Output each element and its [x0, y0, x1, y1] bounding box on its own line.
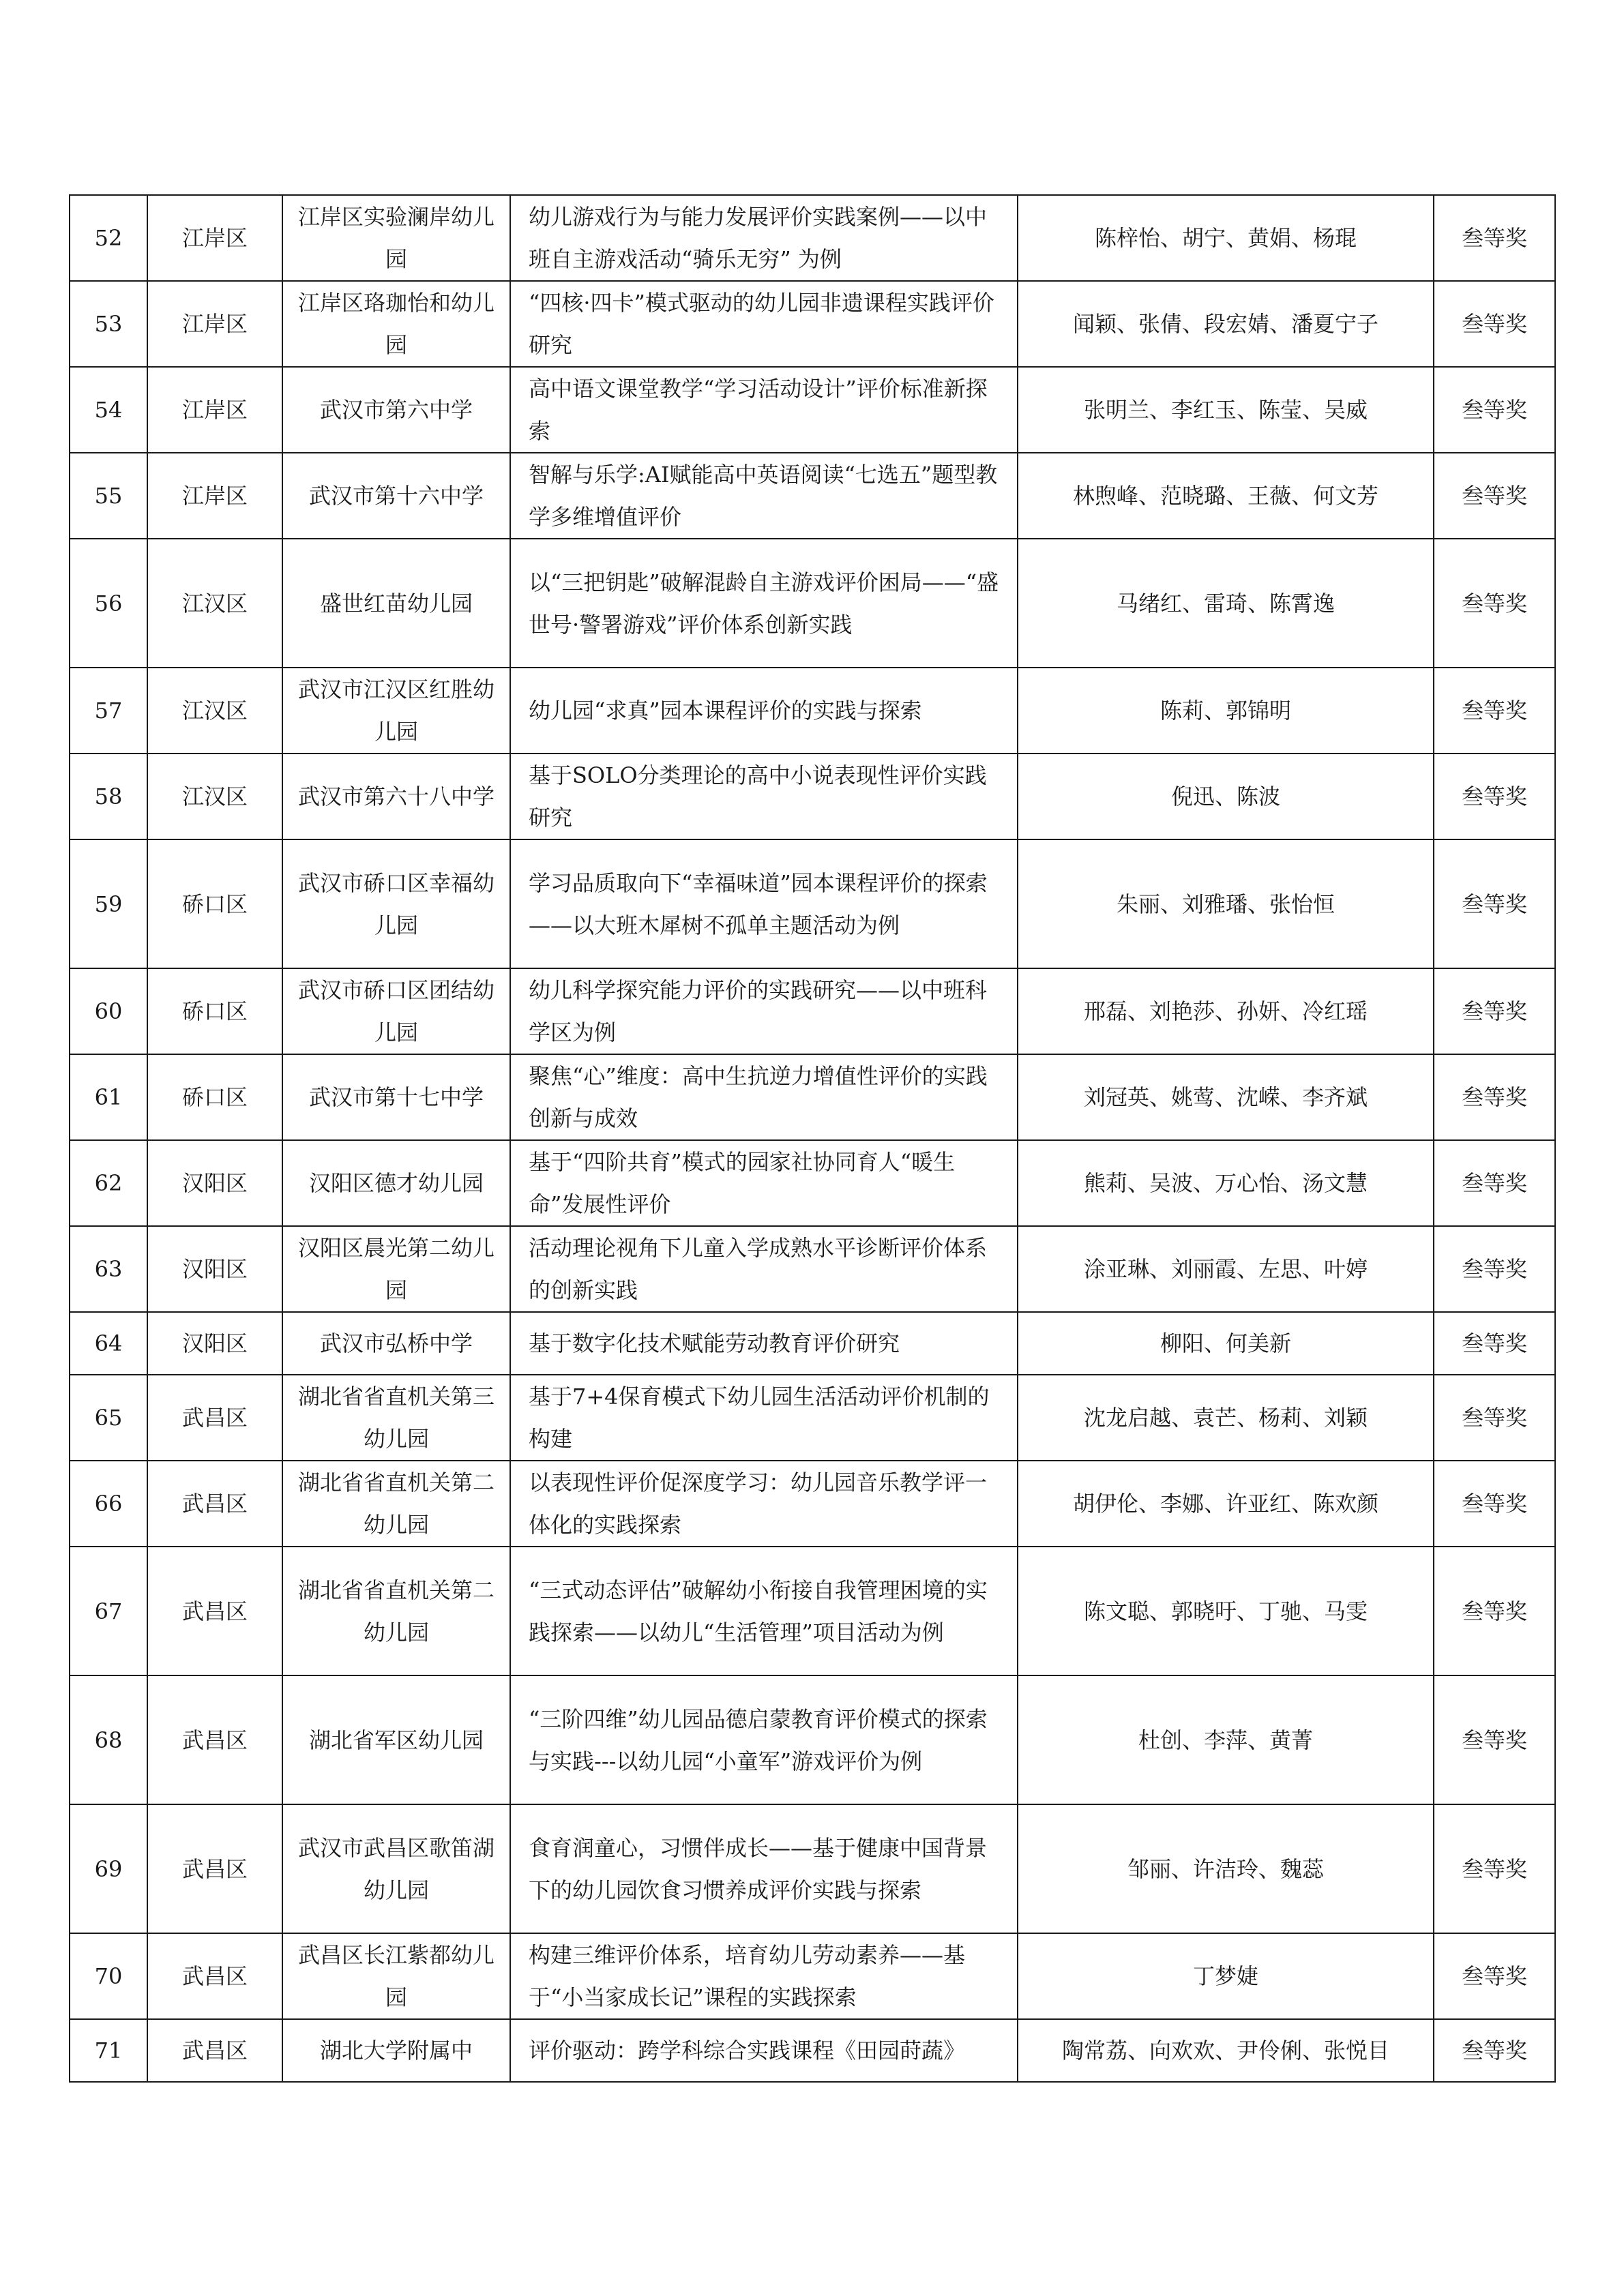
award-cell: 叁等奖 [1434, 453, 1555, 539]
award-cell: 叁等奖 [1434, 1054, 1555, 1140]
row-number: 53 [70, 281, 147, 367]
row-number: 63 [70, 1226, 147, 1312]
authors-cell: 陈文聪、郭晓吁、丁驰、马雯 [1018, 1547, 1434, 1675]
row-number: 69 [70, 1804, 147, 1933]
authors-cell: 柳阳、何美新 [1018, 1312, 1434, 1375]
project-title-cell: “四核·四卡”模式驱动的幼儿园非遗课程实践评价研究 [510, 281, 1018, 367]
project-title-cell: “三阶四维”幼儿园品德启蒙教育评价模式的探索与实践---以幼儿园“小童军”游戏评价为例 [510, 1675, 1018, 1804]
project-title-cell: 以表现性评价促深度学习：幼儿园音乐教学评一体化的实践探索 [510, 1461, 1018, 1547]
table-row [70, 1461, 1555, 1547]
school-cell: 武汉市第十七中学 [282, 1054, 510, 1140]
authors-cell: 沈龙启越、袁芒、杨莉、刘颖 [1018, 1375, 1434, 1461]
district-cell: 汉阳区 [147, 1226, 282, 1312]
table-row [70, 1140, 1555, 1226]
row-number: 56 [70, 539, 147, 668]
row-number: 70 [70, 1933, 147, 2019]
table-row [70, 839, 1555, 968]
project-title-cell: 高中语文课堂教学“学习活动设计”评价标准新探索 [510, 367, 1018, 453]
district-cell: 硚口区 [147, 968, 282, 1054]
school-cell: 武汉市江汉区红胜幼儿园 [282, 668, 510, 754]
award-cell: 叁等奖 [1434, 1804, 1555, 1933]
district-cell: 硚口区 [147, 1054, 282, 1140]
row-number: 68 [70, 1675, 147, 1804]
project-title-cell: 基于SOLO分类理论的高中小说表现性评价实践研究 [510, 754, 1018, 839]
row-number: 60 [70, 968, 147, 1054]
district-cell: 江岸区 [147, 281, 282, 367]
award-cell: 叁等奖 [1434, 1461, 1555, 1547]
school-cell: 盛世红苗幼儿园 [282, 539, 510, 668]
district-cell: 武昌区 [147, 1933, 282, 2019]
row-number: 65 [70, 1375, 147, 1461]
row-number: 62 [70, 1140, 147, 1226]
table-row [70, 1054, 1555, 1140]
authors-cell: 熊莉、吴波、万心怡、汤文慧 [1018, 1140, 1434, 1226]
project-title-cell: 基于数字化技术赋能劳动教育评价研究 [510, 1312, 1018, 1375]
authors-cell: 刘冠英、姚莺、沈嵘、李齐斌 [1018, 1054, 1434, 1140]
authors-cell: 丁梦婕 [1018, 1933, 1434, 2019]
row-number: 55 [70, 453, 147, 539]
district-cell: 武昌区 [147, 2019, 282, 2082]
school-cell: 湖北大学附属中 [282, 2019, 510, 2082]
authors-cell: 马绪红、雷琦、陈霄逸 [1018, 539, 1434, 668]
award-cell: 叁等奖 [1434, 839, 1555, 968]
award-cell: 叁等奖 [1434, 367, 1555, 453]
school-cell: 汉阳区晨光第二幼儿园 [282, 1226, 510, 1312]
table-row [70, 1547, 1555, 1675]
project-title-cell: 构建三维评价体系，培育幼儿劳动素养——基于“小当家成长记”课程的实践探索 [510, 1933, 1018, 2019]
table-row [70, 1933, 1555, 2019]
district-cell: 汉阳区 [147, 1312, 282, 1375]
table-row [70, 281, 1555, 367]
authors-cell: 杜创、李萍、黄菁 [1018, 1675, 1434, 1804]
table-row [70, 1226, 1555, 1312]
authors-cell: 邢磊、刘艳莎、孙妍、冷红瑶 [1018, 968, 1434, 1054]
project-title-cell: 幼儿游戏行为与能力发展评价实践案例——以中班自主游戏活动“骑乐无穷” 为例 [510, 195, 1018, 281]
table-row [70, 668, 1555, 754]
table-row [70, 453, 1555, 539]
district-cell: 汉阳区 [147, 1140, 282, 1226]
table-row [70, 195, 1555, 281]
award-cell: 叁等奖 [1434, 668, 1555, 754]
district-cell: 江汉区 [147, 539, 282, 668]
authors-cell: 倪迅、陈波 [1018, 754, 1434, 839]
table-row [70, 1312, 1555, 1375]
award-cell: 叁等奖 [1434, 195, 1555, 281]
district-cell: 硚口区 [147, 839, 282, 968]
row-number: 66 [70, 1461, 147, 1547]
school-cell: 武汉市硚口区幸福幼儿园 [282, 839, 510, 968]
project-title-cell: 基于“四阶共育”模式的园家社协同育人“暖生命”发展性评价 [510, 1140, 1018, 1226]
school-cell: 武汉市第十六中学 [282, 453, 510, 539]
school-cell: 武汉市武昌区歌笛湖幼儿园 [282, 1804, 510, 1933]
school-cell: 湖北省省直机关第二幼儿园 [282, 1547, 510, 1675]
row-number: 59 [70, 839, 147, 968]
row-number: 58 [70, 754, 147, 839]
district-cell: 武昌区 [147, 1675, 282, 1804]
school-cell: 武汉市第六十八中学 [282, 754, 510, 839]
district-cell: 江汉区 [147, 668, 282, 754]
school-cell: 武昌区长江紫都幼儿园 [282, 1933, 510, 2019]
authors-cell: 陈莉、郭锦明 [1018, 668, 1434, 754]
table-row [70, 539, 1555, 668]
school-cell: 江岸区珞珈怡和幼儿园 [282, 281, 510, 367]
table-row [70, 1804, 1555, 1933]
school-cell: 湖北省军区幼儿园 [282, 1675, 510, 1804]
district-cell: 江岸区 [147, 195, 282, 281]
award-list-table [69, 194, 1556, 2083]
project-title-cell: 学习品质取向下“幸福味道”园本课程评价的探索——以大班木犀树不孤单主题活动为例 [510, 839, 1018, 968]
district-cell: 武昌区 [147, 1461, 282, 1547]
authors-cell: 朱丽、刘雅璠、张怡恒 [1018, 839, 1434, 968]
award-cell: 叁等奖 [1434, 1140, 1555, 1226]
project-title-cell: 食育润童心，习惯伴成长——基于健康中国背景下的幼儿园饮食习惯养成评价实践与探索 [510, 1804, 1018, 1933]
table-row [70, 367, 1555, 453]
award-cell: 叁等奖 [1434, 1312, 1555, 1375]
authors-cell: 胡伊伦、李娜、许亚红、陈欢颜 [1018, 1461, 1434, 1547]
authors-cell: 陈梓怡、胡宁、黄娟、杨琨 [1018, 195, 1434, 281]
authors-cell: 张明兰、李红玉、陈莹、吴威 [1018, 367, 1434, 453]
school-cell: 武汉市第六中学 [282, 367, 510, 453]
award-cell: 叁等奖 [1434, 754, 1555, 839]
award-cell: 叁等奖 [1434, 1375, 1555, 1461]
table-row [70, 1375, 1555, 1461]
row-number: 57 [70, 668, 147, 754]
project-title-cell: 基于7+4保育模式下幼儿园生活活动评价机制的构建 [510, 1375, 1018, 1461]
project-title-cell: 幼儿科学探究能力评价的实践研究——以中班科学区为例 [510, 968, 1018, 1054]
project-title-cell: “三式动态评估”破解幼小衔接自我管理困境的实践探索——以幼儿“生活管理”项目活动为例 [510, 1547, 1018, 1675]
award-cell: 叁等奖 [1434, 1226, 1555, 1312]
row-number: 52 [70, 195, 147, 281]
project-title-cell: 评价驱动：跨学科综合实践课程《田园莳蔬》 [510, 2019, 1018, 2082]
table-row [70, 754, 1555, 839]
project-title-cell: 幼儿园“求真”园本课程评价的实践与探索 [510, 668, 1018, 754]
row-number: 64 [70, 1312, 147, 1375]
authors-cell: 闻颖、张倩、段宏婧、潘夏宁子 [1018, 281, 1434, 367]
project-title-cell: 聚焦“心”维度：高中生抗逆力增值性评价的实践创新与成效 [510, 1054, 1018, 1140]
award-cell: 叁等奖 [1434, 1933, 1555, 2019]
award-cell: 叁等奖 [1434, 968, 1555, 1054]
school-cell: 江岸区实验澜岸幼儿园 [282, 195, 510, 281]
project-title-cell: 智解与乐学:AI赋能高中英语阅读“七选五”题型教学多维增值评价 [510, 453, 1018, 539]
project-title-cell: 以“三把钥匙”破解混龄自主游戏评价困局——“盛世号·警署游戏”评价体系创新实践 [510, 539, 1018, 668]
district-cell: 江岸区 [147, 367, 282, 453]
award-cell: 叁等奖 [1434, 2019, 1555, 2082]
district-cell: 武昌区 [147, 1547, 282, 1675]
school-cell: 武汉市硚口区团结幼儿园 [282, 968, 510, 1054]
authors-cell: 邹丽、许洁玲、魏蕊 [1018, 1804, 1434, 1933]
district-cell: 江汉区 [147, 754, 282, 839]
district-cell: 武昌区 [147, 1804, 282, 1933]
authors-cell: 陶常荔、向欢欢、尹伶俐、张悦目 [1018, 2019, 1434, 2082]
award-cell: 叁等奖 [1434, 539, 1555, 668]
row-number: 54 [70, 367, 147, 453]
authors-cell: 涂亚琳、刘丽霞、左思、叶婷 [1018, 1226, 1434, 1312]
school-cell: 武汉市弘桥中学 [282, 1312, 510, 1375]
row-number: 61 [70, 1054, 147, 1140]
row-number: 71 [70, 2019, 147, 2082]
project-title-cell: 活动理论视角下儿童入学成熟水平诊断评价体系的创新实践 [510, 1226, 1018, 1312]
district-cell: 武昌区 [147, 1375, 282, 1461]
award-cell: 叁等奖 [1434, 1547, 1555, 1675]
award-cell: 叁等奖 [1434, 281, 1555, 367]
award-cell: 叁等奖 [1434, 1675, 1555, 1804]
school-cell: 湖北省省直机关第三幼儿园 [282, 1375, 510, 1461]
row-number: 67 [70, 1547, 147, 1675]
table-row [70, 2019, 1555, 2082]
table-row [70, 968, 1555, 1054]
school-cell: 湖北省省直机关第二幼儿园 [282, 1461, 510, 1547]
authors-cell: 林煦峰、范晓璐、王薇、何文芳 [1018, 453, 1434, 539]
table-row [70, 1675, 1555, 1804]
district-cell: 江岸区 [147, 453, 282, 539]
school-cell: 汉阳区德才幼儿园 [282, 1140, 510, 1226]
